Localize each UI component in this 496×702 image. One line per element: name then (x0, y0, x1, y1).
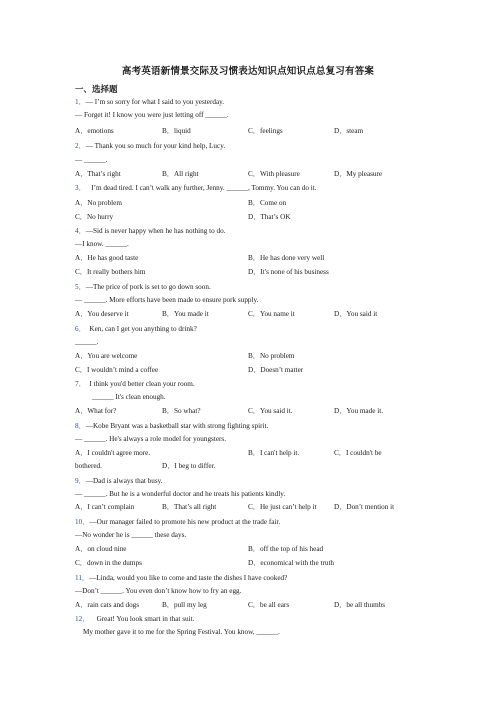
q4-option-a[interactable]: A．He has good taste (75, 254, 139, 262)
q7-option-d[interactable]: D．You made it. (334, 407, 383, 415)
q2-option-a[interactable]: A．That’s right (75, 170, 121, 178)
q11-option-c[interactable]: C．be all ears (248, 601, 290, 609)
question-2-stem: 2．— Thank you so much for your kind help, Lucy. (75, 142, 226, 150)
question-2-line2: — ______. (75, 156, 108, 164)
q3-option-c[interactable]: C．No hurry (75, 213, 114, 221)
q2-option-b[interactable]: B．All right (162, 170, 199, 178)
q7-option-b[interactable]: B．So what? (162, 407, 201, 415)
q8-option-b[interactable]: B．I can't help it. (248, 449, 300, 457)
q1-option-c[interactable]: C．feelings (248, 127, 283, 135)
q11-option-a[interactable]: A．rain cats and dogs (75, 601, 140, 609)
section-heading: 一、选择题 (75, 84, 118, 94)
q8-option-c-cont: bothered. (75, 462, 102, 470)
q10-option-a[interactable]: A．on cloud nine (75, 545, 127, 553)
question-12-line2: My mother gave it to me for the Spring Festival. You know, ______. (83, 628, 280, 636)
question-1-stem: 1．— I’m so sorry for what I said to you yesterday. (75, 98, 225, 106)
q8-option-c[interactable]: C．I couldn't be (334, 449, 382, 457)
question-5-stem: 5．—The price of pork is set to go down soon. (75, 283, 211, 291)
question-6-line2: ______. (75, 338, 99, 346)
q6-option-d[interactable]: D．Doesn’t matter (248, 366, 304, 374)
question-8-line2: — ______. He's always a role model for youngsters. (75, 435, 227, 443)
question-1-line2: — Forget it! I know you were just letting off ______. (75, 111, 229, 119)
q9-option-b[interactable]: B．That’s all right (162, 503, 217, 511)
q6-option-a[interactable]: A．You are welcome (75, 352, 138, 360)
q1-option-a[interactable]: A．emotions (75, 127, 114, 135)
q6-option-c[interactable]: C．I wouldn’t mind a coffee (75, 366, 159, 374)
question-7-line2: ______ It's clean enough. (92, 393, 166, 401)
question-12-stem: 12． Great! You look smart in that suit. (75, 615, 195, 623)
question-11-stem: 11．—Linda, would you like to come and taste the dishes I have cooked? (75, 574, 288, 582)
question-10-line2: —No wonder he is ______ these days. (75, 531, 187, 539)
question-3-stem: 3． I’m dead tired. I can’t walk any further, Jenny. ______, Tommy. You can do it. (75, 184, 317, 192)
q2-option-d[interactable]: D．My pleasure (334, 170, 383, 178)
q1-option-d[interactable]: D．steam (334, 127, 364, 135)
question-11-line2: —Don’t ______. You even don’t know how to fry an egg. (75, 587, 242, 595)
question-8-stem: 8．—Kobe Bryant was a basketball star with strong fighting spirit. (75, 422, 269, 430)
q11-option-d[interactable]: D．be all thumbs (334, 601, 386, 609)
q10-option-c[interactable]: C．down in the dumps (75, 559, 142, 567)
q10-option-d[interactable]: D．economical with the truth (248, 559, 335, 567)
q8-option-a[interactable]: A．I couldn't agree more. (75, 449, 151, 457)
q9-option-d[interactable]: D．Don’t mention it (334, 503, 395, 511)
q4-option-d[interactable]: D．It's none of his business (248, 268, 329, 276)
q3-option-d[interactable]: D．That’s OK (248, 213, 291, 221)
q7-option-c[interactable]: C．You said it. (248, 407, 293, 415)
q3-option-b[interactable]: B．Come on (248, 199, 287, 207)
q6-option-b[interactable]: B．No problem (248, 352, 295, 360)
q1-option-b[interactable]: B．liquid (162, 127, 191, 135)
question-9-stem: 9．—Dad is always that busy. (75, 477, 163, 485)
q5-option-d[interactable]: D．You said it (334, 310, 378, 318)
q7-option-a[interactable]: A．What for? (75, 407, 117, 415)
q8-option-d[interactable]: D．I beg to differ. (162, 462, 216, 470)
q5-option-c[interactable]: C．You name it (248, 310, 295, 318)
q2-option-c[interactable]: C．With pleasure (248, 170, 300, 178)
question-10-stem: 10．—Our manager failed to promote his new product at the trade fair. (75, 518, 281, 526)
q4-option-b[interactable]: B．He has done very well (248, 254, 325, 262)
q5-option-b[interactable]: B．You made it (162, 310, 209, 318)
q10-option-b[interactable]: B．off the top of his head (248, 545, 324, 553)
question-9-line2: — ______. But he is a wonderful doctor and he treats his patients kindly. (75, 490, 286, 498)
question-5-line2: — ______. More efforts have been made to ensure pork supply. (75, 296, 259, 304)
q9-option-c[interactable]: C．He just can’t help it (248, 503, 317, 511)
question-4-stem: 4．—Sid is never happy when he has nothing to do. (75, 227, 226, 235)
question-7-stem: 7． I think you'd better clean your room. (75, 380, 195, 388)
q11-option-b[interactable]: B．pull my leg (162, 601, 207, 609)
q9-option-a[interactable]: A．I can’t complain (75, 503, 135, 511)
q3-option-a[interactable]: A．No problem (75, 199, 122, 207)
q4-option-c[interactable]: C．It really bothers him (75, 268, 146, 276)
question-4-line2: —I know. ______. (75, 240, 129, 248)
page-title: 高考英语新情景交际及习惯表达知识点知识点总复习有答案 (121, 67, 375, 77)
question-6-stem: 6． Ken, can I get you anything to drink? (75, 325, 197, 333)
q5-option-a[interactable]: A．You deserve it (75, 310, 129, 318)
